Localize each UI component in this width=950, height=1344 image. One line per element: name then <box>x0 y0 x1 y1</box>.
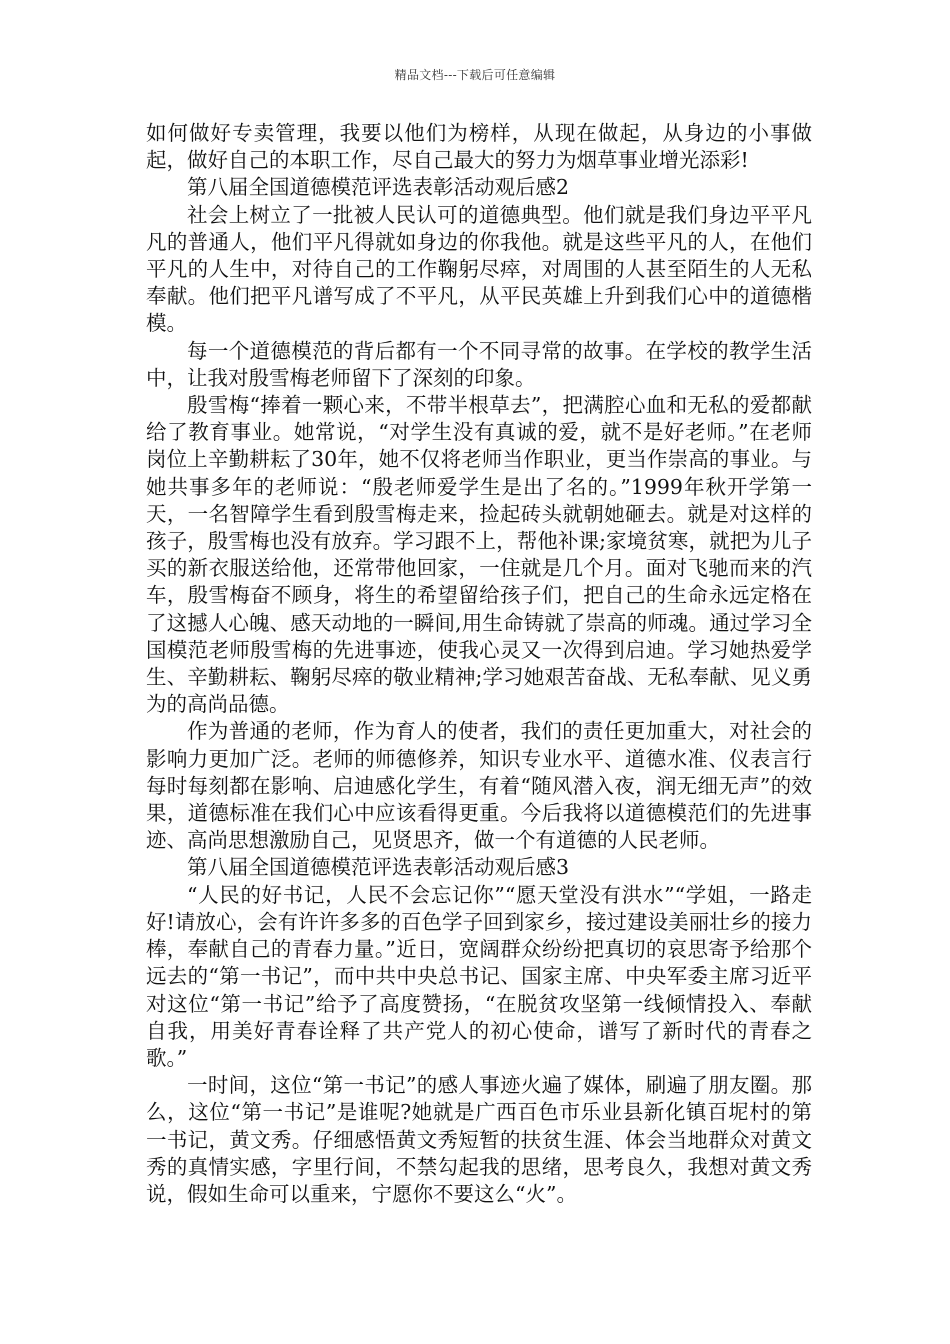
paragraph-3: 每一个道德模范的背后都有一个不同寻常的故事。在学校的教学生活中，让我对殷雪梅老师留下了深刻的印象。 <box>146 338 812 390</box>
section-heading-2: 第八届全国道德模范评选表彰活动观后感2 <box>187 175 570 200</box>
section-heading-3: 第八届全国道德模范评选表彰活动观后感3 <box>187 855 570 880</box>
paragraph-7: 一时间，这位“第一书记”的感人事迹火遍了媒体，刷遍了朋友圈。那么，这位“第一书记”是谁呢?她就是广西百色市乐业县新化镇百坭村的第一书记，黄文秀。仔细感悟黄文秀短暂的扶贫生涯、体会当地群众对黄文秀的真情实感，字里行间，不禁勾起我的思绪，思考良久，我想对黄文秀说，假如生命可以重来，宁愿你不要这么“火”。 <box>146 1073 812 1206</box>
document-body <box>146 120 812 1208</box>
paragraph-1: 如何做好专卖管理，我要以他们为榜样，从现在做起，从身边的小事做起，做好自己的本职工作，尽自己最大的努力为烟草事业增光添彩! <box>146 121 812 173</box>
paragraph-4: 殷雪梅“捧着一颗心来，不带半根草去”，把满腔心血和无私的爱都献给了教育事业。她常说，“对学生没有真诚的爱，就不是好老师。”在老师岗位上辛勤耕耘了30年，她不仅将老师当作职业，更当作崇高的事业。与她共事多年的老师说：“殷老师爱学生是出了名的。”1999年秋开学第一天，一名智障学生看到殷雪梅走来，捡起砖头就朝她砸去。就是对这样的孩子，殷雪梅也没有放弃。学习跟不上，帮他补课;家境贫寒，就把为儿子买的新衣服送给他，还常带他回家，一住就是几个月。面对飞驰而来的汽车，殷雪梅奋不顾身，将生的希望留给孩子们，把自己的生命永远定格在了这撼人心魄、感天动地的一瞬间,用生命铸就了崇高的师魂。通过学习全国模范老师殷雪梅的先进事迹，使我心灵又一次得到启迪。学习她热爱学生、辛勤耕耘、鞠躬尽瘁的敬业精神;学习她艰苦奋战、无私奉献、见义勇为的高尚品德。 <box>146 393 812 717</box>
paragraph-5: 作为普通的老师，作为育人的使者，我们的责任更加重大，对社会的影响力更加广泛。老师的师德修养，知识专业水平、道德水准、仪表言行每时每刻都在影响、启迪感化学生，有着“随风潜入夜，润无细无声”的效果，道德标准在我们心中应该看得更重。今后我将以道德模范们的先进事迹、高尚思想激励自己，见贤思齐，做一个有道德的人民老师。 <box>146 719 812 853</box>
paragraph-2: 社会上树立了一批被人民认可的道德典型。他们就是我们身边平平凡凡的普通人，他们平凡得就如身边的你我他。就是这些平凡的人，在他们平凡的人生中，对待自己的工作鞠躬尽瘁，对周围的人甚至陌生的人无私奉献。他们把平凡谱写成了不平凡，从平民英雄上升到我们心中的道德楷模。 <box>146 202 812 336</box>
paragraph-6: “人民的好书记，人民不会忘记你”“愿天堂没有洪水”“学姐，一路走好!请放心，会有许许多多的百色学子回到家乡，接过建设美丽壮乡的接力棒，奉献自己的青春力量。”近日，宽阔群众纷纷把真切的哀思寄予给那个远去的“第一书记”，而中共中央总书记、国家主席、中央军委主席习近平对这位“第一书记”给予了高度赞扬，“在脱贫攻坚第一线倾情投入、奉献自我，用美好青春诠释了共产党人的初心使命，谱写了新时代的青春之歌。” <box>146 882 812 1070</box>
header-note: 精品文档---下载后可任意编辑 <box>394 68 556 82</box>
